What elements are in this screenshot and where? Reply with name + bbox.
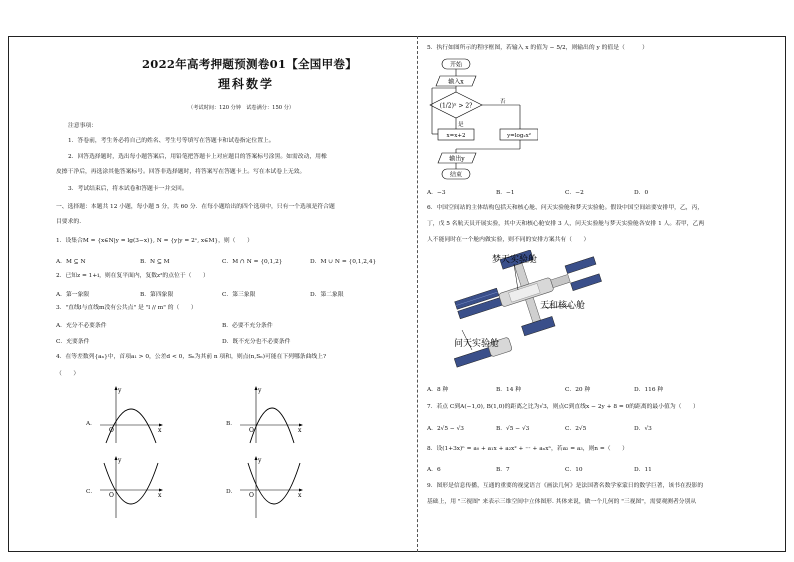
q1-option-d[interactable]: D．M ∪ N = {0,1,2,4} (310, 259, 377, 265)
q7-option-a[interactable]: A．2√5 − √3 (427, 426, 464, 432)
q4-option-d[interactable]: D． (226, 489, 237, 495)
graph-x-label: x (298, 427, 302, 434)
space-station-image (432, 250, 622, 378)
graph-y-label: y (258, 457, 262, 464)
graph-y-label: y (258, 387, 262, 394)
q8-option-d[interactable]: D．11 (634, 467, 652, 473)
notice-item: 3．考试结束后，将本试卷和答题卡一并交回。 (68, 186, 188, 192)
q1-option-a[interactable]: A．M ⊆ N (56, 259, 86, 265)
graph-origin-label: O (109, 427, 114, 434)
q5-option-b[interactable]: B．−1 (496, 190, 515, 196)
label-mengtian: 梦天实验舱 (492, 255, 538, 265)
q4-graph-d (236, 455, 306, 520)
flow-output-label: 输出y (449, 155, 465, 163)
question-9-line-2: 基础上，用 "三视图" 来表示三维空间中立体图形. 其体来说，做一个几何的 "三视图"，需要观测者分别从 (427, 499, 697, 505)
q5-option-d[interactable]: D．0 (634, 190, 649, 196)
question-6-stem-3: 人不能同时在一个舱内做实验，则不同的安排方案共有（ ） (427, 237, 590, 243)
exam-title: 2022年高考押题预测卷01【全国甲卷】 (142, 57, 358, 71)
q6-option-a[interactable]: A．8 种 (427, 387, 449, 393)
q5-option-a[interactable]: A．−3 (427, 190, 446, 196)
question-4-stem: 4．在等差数列{aₙ}中，首项a₁ > 0，公差d < 0，Sₙ为其前 n 项和，则点(n,Sₙ)可能在下列哪条曲线上? (56, 354, 327, 360)
question-6-stem-2: 丁，戊 5 名航天员开展实验，其中天和核心舱安排 3 人，问天实验舱与梦天实验舱各安排 1 人。若甲，乙两 (427, 221, 705, 227)
q4-option-a[interactable]: A． (86, 421, 96, 427)
graph-origin-label: O (109, 492, 114, 499)
q2-option-c[interactable]: C．第三象限 (222, 292, 256, 298)
q4-option-c[interactable]: C． (86, 489, 97, 495)
graph-x-label: x (298, 492, 302, 499)
q1-option-c[interactable]: C．M ∩ N = {0,1,2} (222, 259, 283, 265)
q2-option-a[interactable]: A．第一象限 (56, 292, 90, 298)
question-3-stem: 3．"直线l与直线m没有公共点" 是 "l // m" 的（ ） (56, 305, 197, 311)
q1-option-b[interactable]: B．N ⊆ M (140, 259, 170, 265)
question-7-stem: 7．若点 C到A(−1,0), B(1,0)的距离之比为√3，则点C到直线x − 2y + 8 = 0的距离的最小值为（ ） (427, 404, 699, 410)
exam-info: （考试时间：120 分钟 试卷满分：150 分） (188, 105, 295, 111)
q4-option-b[interactable]: B． (226, 421, 237, 427)
subject-title: 理科数学 (218, 77, 275, 91)
flow-left-label: x=x+2 (446, 133, 466, 139)
q7-option-b[interactable]: B．√5 − √3 (496, 426, 530, 432)
graph-x-label: x (158, 492, 162, 499)
q5-flowchart (428, 55, 538, 185)
q2-option-d[interactable]: D．第二象限 (310, 292, 344, 298)
question-8-stem: 8．设(1+3x)ⁿ = a₀ + a₁x + a₂x² + ··· + aₙxⁿ，若a₂ = a₃，则n =（ ） (427, 446, 628, 452)
q4-graph-c (96, 455, 166, 520)
q6-option-b[interactable]: B．14 种 (496, 387, 522, 393)
q8-option-c[interactable]: C．10 (565, 467, 583, 473)
question-5-stem: 5．执行如图所示的程序框图，若输入 x 的值为 − 5/2，则输出的 y 的值是（ ） (427, 45, 648, 51)
q8-option-a[interactable]: A．6 (427, 467, 441, 473)
question-2-stem: 2．已知z = 1+i，则在复平面内，复数z²的点位于（ ） (56, 273, 209, 279)
q6-option-c[interactable]: C．20 种 (565, 387, 591, 393)
flow-right-label: y=log₂x² (507, 133, 531, 139)
question-9-line-1: 9．图形是信息传播，互通的重要的视觉语言《画法几何》是法国著名数学家蒙日的数学巨著，该书在投影的 (427, 483, 704, 489)
q6-option-d[interactable]: D．116 种 (634, 387, 664, 393)
notice-item: 1．答卷前，考生务必将自己的姓名、考生号等填写在答题卡和试卷指定位置上。 (68, 138, 275, 144)
question-4-paren: （ ） (56, 371, 80, 377)
q5-option-c[interactable]: C．−2 (565, 190, 584, 196)
flow-start-label: 开始 (449, 61, 463, 69)
q3-option-b[interactable]: B．必要不充分条件 (222, 323, 273, 329)
flow-yes-label: 是 (458, 122, 464, 128)
label-tianhe: 天和核心舱 (540, 301, 586, 311)
section-heading-cont: 目要求的. (56, 219, 82, 225)
q2-option-b[interactable]: B．第四象限 (140, 292, 174, 298)
notice-heading: 注意事项： (68, 123, 97, 129)
flow-end-label: 结束 (449, 171, 463, 179)
column-divider (417, 36, 418, 552)
q8-option-b[interactable]: B．7 (496, 467, 510, 473)
section-heading: 一、选择题：本题共 12 小题，每小题 5 分，共 60 分．在每小题给出的四个选项中，只有一个选项是符合题 (56, 204, 335, 210)
q4-graph-a (96, 385, 166, 445)
q3-option-c[interactable]: C．充要条件 (56, 339, 90, 345)
notice-item: 2．回答选择题时，选出每小题答案后，用铅笔把答题卡上对应题目的答案标号涂黑。如需改动，用橡 (68, 154, 327, 160)
graph-origin-label: O (249, 427, 254, 434)
flow-input-label: 输入x (448, 78, 464, 86)
flow-no-label: 否 (500, 99, 506, 105)
q3-option-d[interactable]: D．既不充分也不必要条件 (222, 339, 291, 345)
flow-condition-label: (1/2)ˣ > 2? (439, 102, 473, 110)
graph-y-label: y (118, 387, 122, 394)
q4-graph-b (236, 385, 306, 445)
label-wentian: 问天实验舱 (454, 339, 500, 349)
notice-item: 皮擦干净后，再选涂其他答案标号。回答非选择题时，将答案写在答题卡上。写在本试卷上无效。 (56, 169, 306, 175)
question-1-stem: 1．设集合M = {x∈N|y = lg(3−x)}, N = {y|y = 2ˣ, x∈M}，则（ ） (56, 238, 253, 244)
q7-option-d[interactable]: D．√3 (634, 426, 652, 432)
graph-y-label: y (118, 457, 122, 464)
graph-origin-label: O (249, 492, 254, 499)
q7-option-c[interactable]: C．2√5 (565, 426, 587, 432)
question-6-stem-1: 6．中国空间站的主体结构包括天和核心舱、问天实验舱和梦天实验舱。假设中国空间站要安排甲，乙，丙， (427, 205, 704, 211)
graph-x-label: x (158, 427, 162, 434)
q3-option-a[interactable]: A．充分不必要条件 (56, 323, 107, 329)
